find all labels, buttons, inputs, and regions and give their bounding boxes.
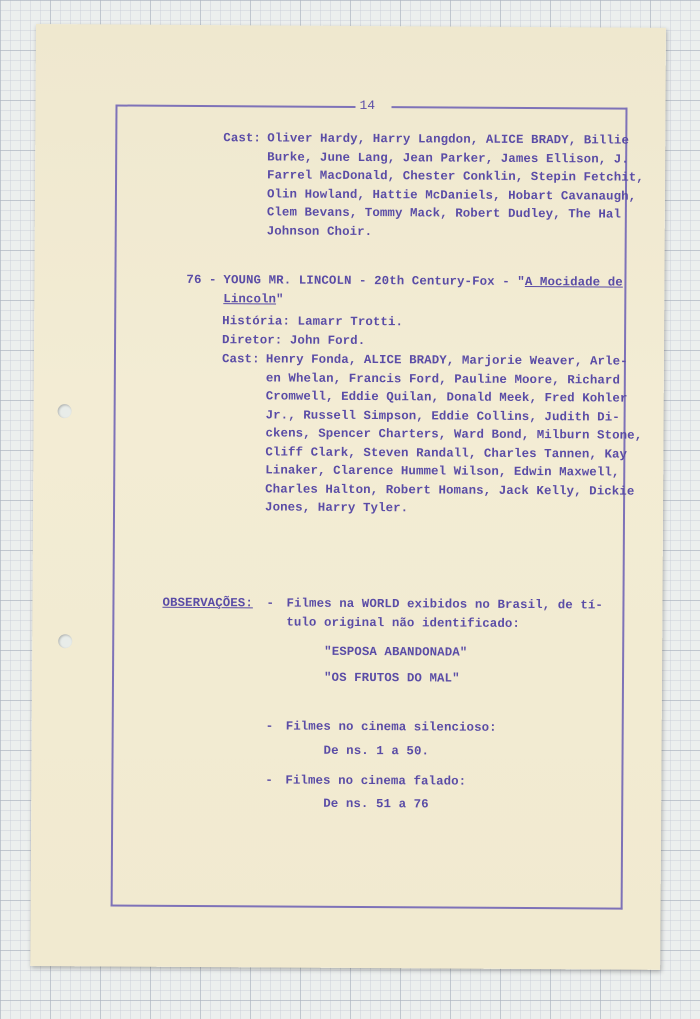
cast-line: Jones, Harry Tyler. (265, 500, 409, 516)
page-number: 14 (359, 97, 376, 114)
film-76-historia (222, 312, 403, 332)
observacoes-label: OBSERVAÇÕES: (162, 595, 253, 611)
film-76-diretor (222, 331, 365, 350)
observacoes-item2-dash: - (265, 719, 274, 734)
cast-line: en Whelan, Francis Ford, Pauline Moore, Richard (265, 370, 621, 388)
cast-line: Clem Bevans, Tommy Mack, Robert Dudley, The Hal (266, 205, 622, 222)
cast-line: Linaker, Clarence Hummel Wilson, Edwin Maxwell, (265, 463, 620, 480)
cast-line: Burke, June Lang, Jean Parker, James Ellison, J. (267, 149, 629, 167)
cast-line: Cromwell, Eddie Quilan, Donald Meek, Fred Kohler (265, 389, 628, 406)
unidentified-title-1: "ESPOSA ABANDONADA" (324, 644, 468, 660)
film-76-cast-label: Cast: (221, 352, 260, 367)
historia-value: Lamarr Trotti. (297, 314, 404, 330)
film-76-brazilian-title-part1: A Mocidade de (524, 274, 623, 290)
film-76-number: 76 - (186, 272, 217, 288)
film-76-cast-list (265, 350, 643, 519)
diretor-label: Diretor: (222, 333, 283, 348)
cast-line: Jr., Russell Simpson, Eddie Collins, Judith Di- (265, 407, 620, 425)
film-75-cast-list (267, 129, 644, 242)
cast-line: Farrel MacDonald, Chester Conklin, Stepin Fetchit, (267, 168, 644, 185)
film-76-title-line (223, 271, 623, 292)
punch-hole-bottom (58, 634, 72, 648)
film-76-title: YOUNG MR. LINCOLN - 20th Century-Fox - " (223, 273, 525, 289)
film-76-title-close-quote: " (276, 291, 284, 307)
cast-line: Johnson Choir. (266, 223, 373, 239)
cast-line: Cliff Clark, Steven Randall, Charles Tannen, Kay (265, 444, 628, 462)
diretor-value: John Ford. (289, 333, 366, 349)
cast-line: Charles Halton, Robert Homans, Jack Kelly, Dickie (265, 481, 635, 499)
observacoes-item1-line1: Filmes na WORLD exibidos no Brasil, de tí- (286, 596, 604, 613)
film-76-title-line-2 (223, 290, 623, 311)
cast-line: Henry Fonda, ALICE BRADY, Marjorie Weaver, Arle- (265, 352, 628, 369)
observacoes-item2-range: De ns. 1 a 50. (323, 743, 430, 759)
observacoes-item3-range: De ns. 51 a 76 (323, 796, 429, 812)
historia-label: História: (222, 314, 291, 329)
observacoes-item1-dash: - (266, 596, 275, 611)
film-76-brazilian-title-part2: Lincoln (223, 291, 277, 306)
document-sheet (30, 24, 666, 970)
unidentified-title-2: "OS FRUTOS DO MAL" (323, 670, 460, 686)
observacoes-item1 (286, 595, 603, 634)
film-76-title-block (223, 271, 623, 310)
cast-line: ckens, Spencer Charters, Ward Bond, Milburn Stone, (265, 426, 643, 443)
observacoes-item3-line: Filmes no cinema falado: (285, 773, 467, 789)
cast-line: Olin Howland, Hattie McDaniels, Hobart Cavanaugh, (266, 186, 637, 204)
observacoes-item1-line2: tulo original não identificado: (286, 615, 520, 631)
film-75-cast-label: Cast: (223, 131, 262, 146)
cast-line: Oliver Hardy, Harry Langdon, ALICE BRADY, Billie (267, 131, 630, 148)
punch-hole-top (58, 404, 72, 418)
observacoes-item2-line: Filmes no cinema silencioso: (285, 719, 497, 735)
observacoes-item3-dash: - (265, 773, 273, 788)
